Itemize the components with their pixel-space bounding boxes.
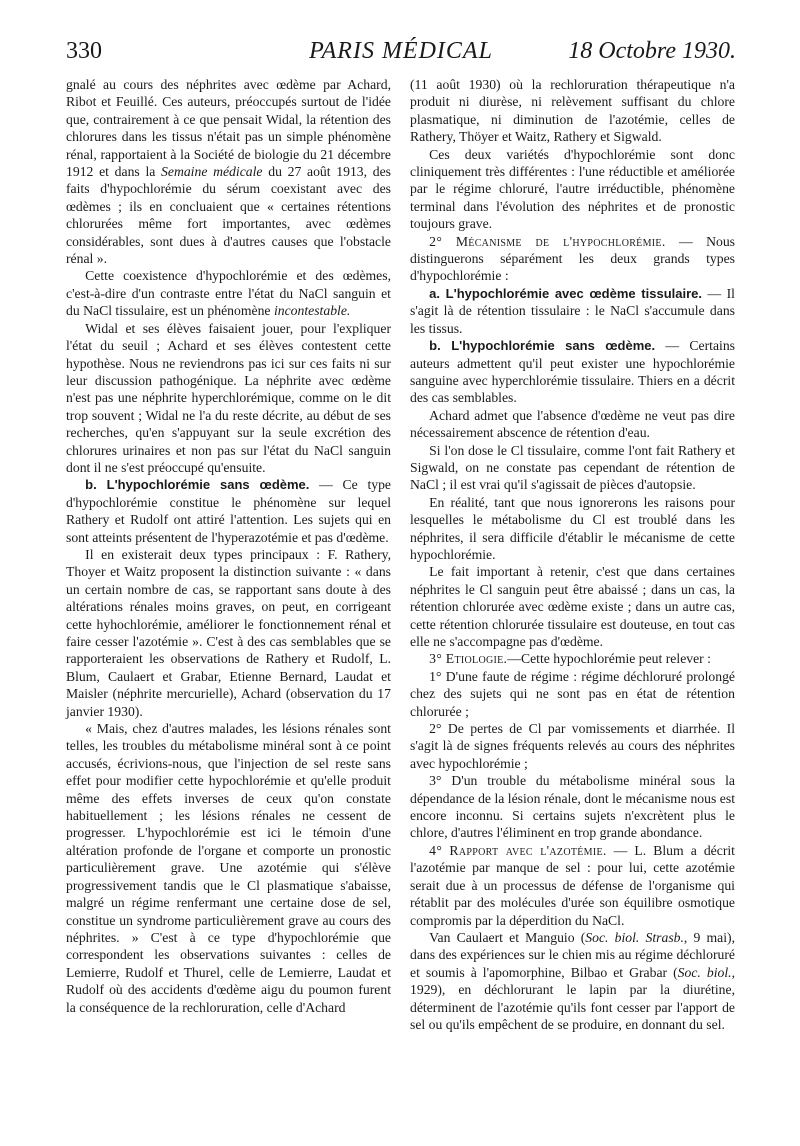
paragraph: En réalité, tant que nous ignorerons les raisons pour lesquelles le métabolisme du Cl est troublé dans les néphrites, il sera difficile d'établir le mécanisme de cette hypochlorémie. xyxy=(410,494,735,562)
paragraph: Le fait important à retenir, c'est que dans certaines néphrites le Cl sanguin peut être abaissé ; dans un cas, la rétention chlorurée avec œdème existe ; dans un autre cas, cette rétention chlorurée tissulaire est douteuse, en tout cas elle ne s'accompagne pas d'œdème. xyxy=(410,564,735,649)
paragraph: Widal et ses élèves faisaient jouer, pour l'expliquer l'état du seuil ; Achard et ses élèves contestent cette hypothèse. Nous ne reviendrons pas ici sur ces faits ni sur leur discussion pathogénique. La néphrite avec œdème n'est pas une néphrite hyperchlorémique, comme on le dit trop souvent ; Widal ne l'a du reste décrite, au début de ses recherches, qu'en s'appuyant sur la seule excrétion des chlorures urinaires et non pas sur l'état du NaCl sanguin dont il ne s'est préoccupé qu'ensuite. xyxy=(66,320,391,475)
paragraph: 3° Etiologie.—Cette hypochlorémie peut relever : xyxy=(429,651,711,667)
paragraph: 1° D'une faute de régime : régime déchloruré prolongé chez des sujets qui ne sont pas en état de rétention chlorurée ; xyxy=(410,668,735,719)
journal-title: PARIS MÉDICAL xyxy=(309,38,493,64)
paragraph: a. L'hypochlorémie avec œdème tissulaire. — Il s'agit là de rétention tissulaire : le NaCl s'accumule dans les tissus. xyxy=(410,285,735,336)
right-column xyxy=(410,76,735,1033)
paragraph: 3° D'un trouble du métabolisme minéral sous la dépendance de la lésion rénale, dont le mécanisme nous est encore inconnu. Si certains sujets n'excrètent plus le chlore, d'autres l'éliminent en trop grande abondance. xyxy=(410,773,735,841)
paragraph: b. L'hypochlorémie sans œdème. — Ce type d'hypochlorémie constitue le phénomène sur lequel Rathery et Rudolf ont attiré l'attention. Les sujets qui en sont atteints présentent de l'hyperazotémie et pas d'œdème. xyxy=(66,477,392,545)
issue-date: 18 Octobre 1930. xyxy=(568,38,736,64)
section-heading: 2° Mécanisme de l'hypochlorémie. xyxy=(429,233,666,249)
paragraph: Il en existerait deux types principaux : F. Rathery, Thoyer et Waitz proposent la distinction suivante : « dans un certain nombre de cas, se rapportant sans doute à des altérations rénales moins graves, on peut, en corrigeant cette hyhochlorémie, améliorer le fonctionnement rénal et faire cesser l'azotémie ». C'est à des cas semblables que se rapporteraient les observations de Rathery et Rudolf, L. Blum, Caulaert et Grabar, Etienne Bernard, Laudat et Maisler (néphrite mercurielle), Achard (observation du 17 janvier 1930). xyxy=(66,546,391,719)
paragraph: b. L'hypochlorémie sans œdème. — Certains auteurs admettent qu'il peut exister une hypochlorémie sanguine avec hyperchlorémie tissulaire. Thiers en a décrit des cas semblables. xyxy=(410,338,736,406)
paragraph: Van Caulaert et Manguio (Soc. biol. Strasb., 9 mai), dans des expériences sur le chien mis au régime déchloruré et soumis à l'apomorphine, Bilbao et Grabar (Soc. biol., 1929), en déchlorurant le lapin par la diurétine, déterminent de l'azotémie qu'ils font cesser par l'apport de sel ou qu'ils empêchent de se produire, en donnant du sel. xyxy=(410,929,735,1032)
paragraph: (11 août 1930) où la rechloruration thérapeutique n'a produit ni diurèse, ni relèvement suffisant du chlore plasmatique, ni diminution de l'azotémie, celles de Rathery, Thöyer et Waitz, Rathery et Sigwald. xyxy=(410,77,735,145)
section-heading: 4° Rapport avec l'azotémie. xyxy=(429,842,607,858)
page-number: 330 xyxy=(66,38,102,64)
paragraph: 4° Rapport avec l'azotémie. — L. Blum a décrit l'azotémie par manque de sel : pour lui, cette azotémie serait due à un processus de défense de l'organisme qui rétablit par des molécules d'urée son équilibre osmotique compromis par la déperdition du NaCl. xyxy=(410,842,735,928)
paragraph: Ces deux variétés d'hypochlorémie sont donc cliniquement très différentes : l'une réductible et améliorée par le régime chloruré, l'autre irréductible, phénomène terminal dans l'évolution des néphrites et de pronostic toujours grave. xyxy=(410,146,735,232)
paragraph: gnalé au cours des néphrites avec œdème par Achard, Ribot et Feuillé. Ces auteurs, préoccupés surtout de l'idée que, contrairement à ce que pensait Widal, la rétention des chlorures dans les tissus n'était pas un simple phénomène rénal, rapportaient à la Société de biologie du 21 décembre 1912 et dans la Semaine médicale du 27 août 1913, des faits d'hypochlorémie du sérum coexistant avec des œdèmes ; ils en concluaient que « certaines rétentions chlorurées même fort importantes, avec œdèmes considérables, sont dues à d'autres causes que l'obstacle rénal ». xyxy=(66,77,392,267)
paragraph: « Mais, chez d'autres malades, les lésions rénales sont telles, les troubles du métabolisme minéral sont à ce point accusés, écrivions-nous, que l'injection de sel reste sans effet pour modifier cette hypochlorémie et qu'elle produit même des effets inverses de ceux qu'on constate habituellement ; les lésions rénales ne cessent de progresser. L'hypochlorémie est ici le témoin d'une altération profonde de l'organe et comporte un pronostic particulièrement grave. Une azotémie qui s'élève progressivement tandis que le Cl plasmatique s'abaisse, malgré un régime renfermant une certaine dose de sel, constitue un syndrome particulièrement grave au cours des néphrites. » C'est à ce type d'hypochlorémie que correspondent les observations suivantes : celles de Lemierre, Rudolf et Thurel, celle de Lemierre, Laudat et Rudolf où des accidents d'œdème aigu du poumon furent la conséquence de la rechloruration, celle d'Achard xyxy=(66,721,391,1015)
paragraph: Si l'on dose le Cl tissulaire, comme l'ont fait Rathery et Sigwald, on ne constate pas cependant de rétention de NaCl ; il est vrai qu'il s'agissait de pièces d'autopsie. xyxy=(410,442,735,493)
paragraph: Cette coexistence d'hypochlorémie et des œdèmes, c'est-à-dire d'un contraste entre l'état du NaCl sanguin et du NaCl tissulaire, est un phénomène incontestable. xyxy=(66,268,391,319)
paragraph: 2° Mécanisme de l'hypochlorémie. — Nous distinguerons séparément les deux grands types d'hypochlorémie : xyxy=(410,233,735,284)
page-header xyxy=(66,38,736,68)
paragraph: Achard admet que l'absence d'œdème ne veut pas dire nécessairement abscence de rétention d'eau. xyxy=(410,407,735,441)
section-heading: a. L'hypochlorémie avec œdème tissulaire. xyxy=(429,285,702,301)
left-column xyxy=(66,76,391,1016)
paragraph: 2° De pertes de Cl par vomissements et diarrhée. Il s'agit là de signes fréquents relevés au cours des néphrites avec hypochlorémie ; xyxy=(410,721,735,771)
section-heading: 3° Etiologie. xyxy=(429,651,508,667)
section-heading: b. L'hypochlorémie sans œdème. xyxy=(429,338,656,354)
section-heading: b. L'hypochlorémie sans œdème. xyxy=(85,477,310,493)
